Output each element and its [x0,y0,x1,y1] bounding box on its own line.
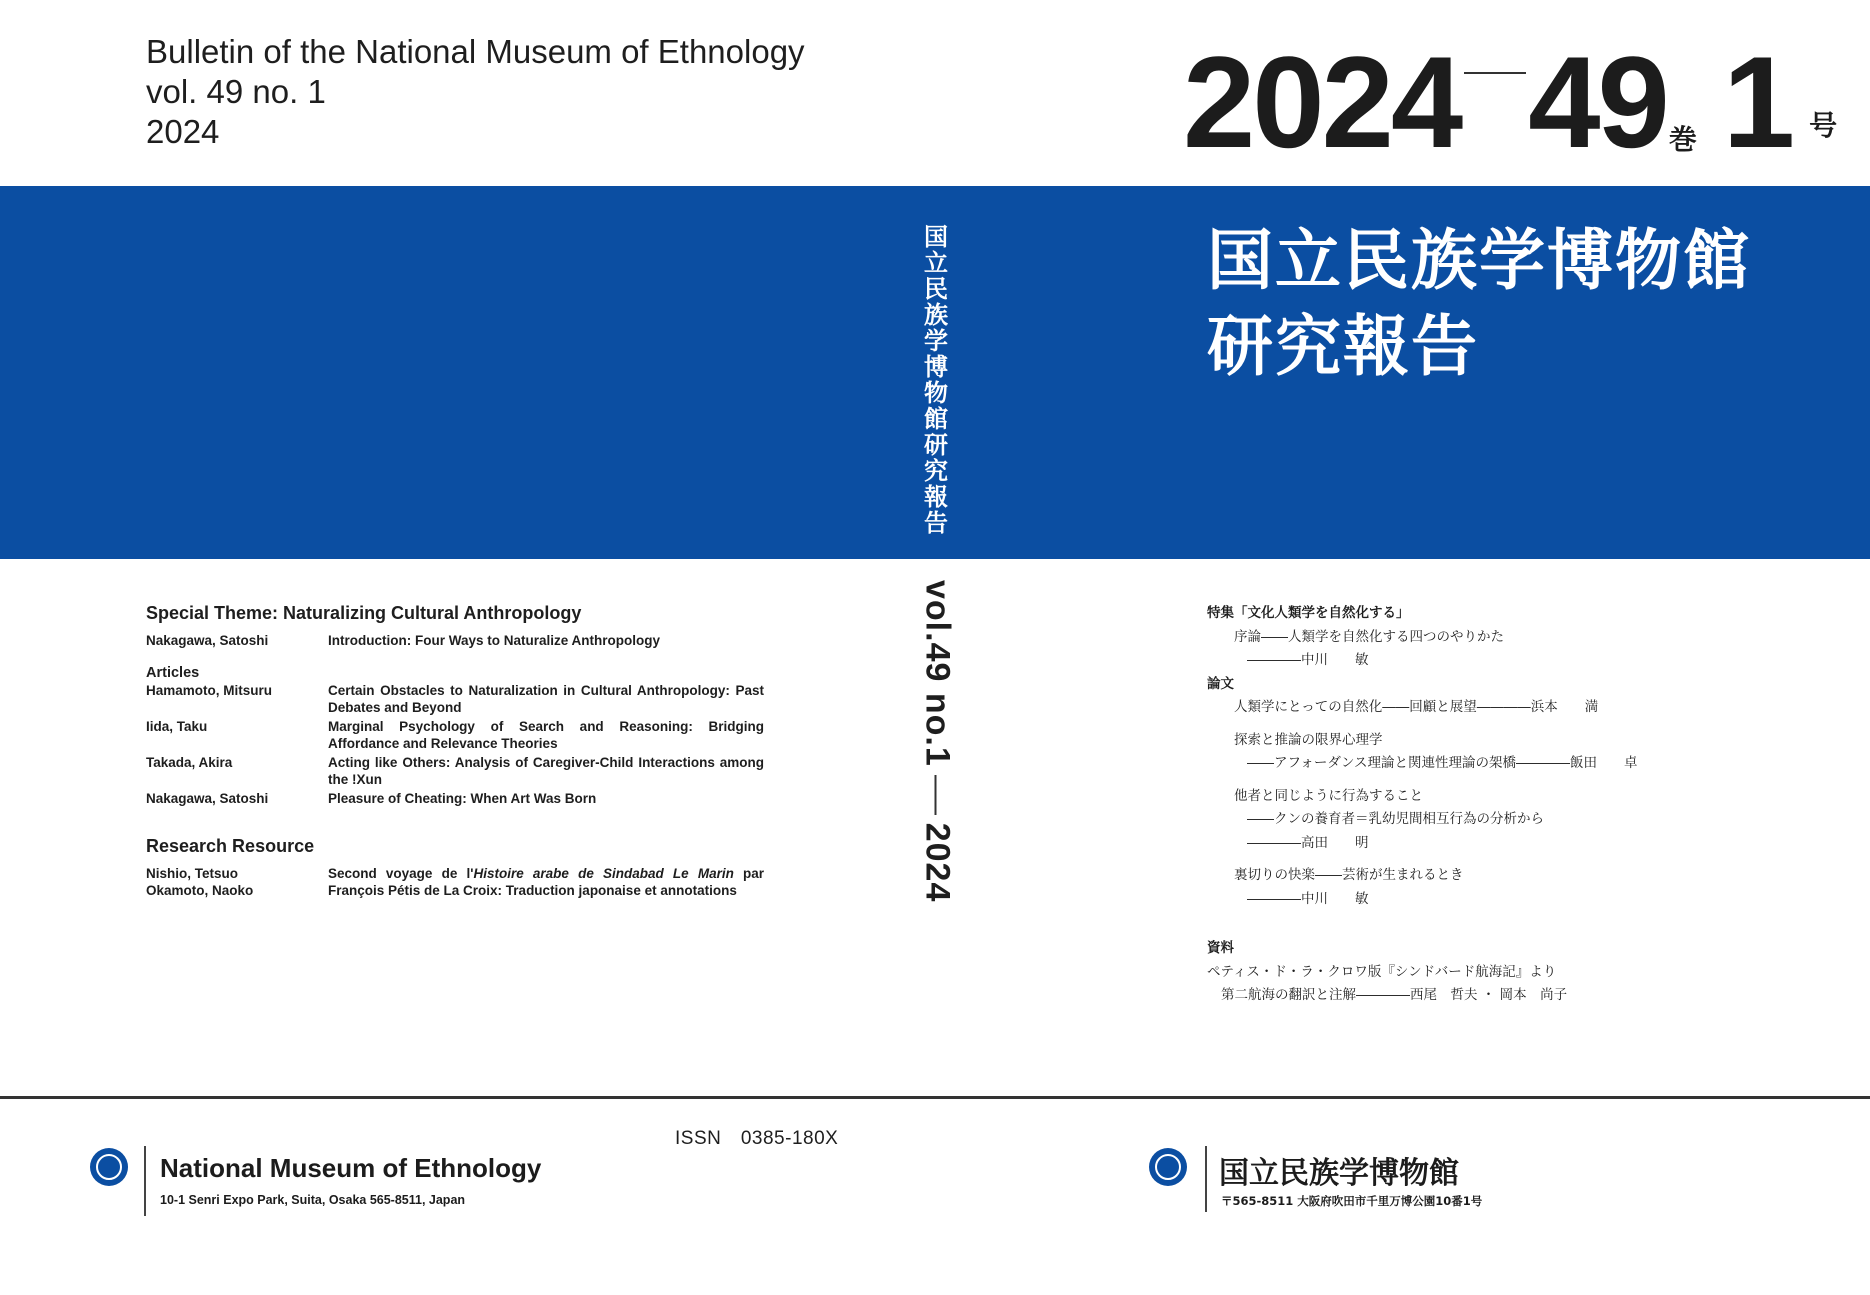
journal-title-jp-line1: 国立民族学博物館 [1207,222,1751,299]
footer-rule [0,1096,1870,1099]
special-author-jp: ――――中川 敏 [1247,652,1369,668]
spine-year: 2024 [918,822,957,903]
footer-divider [1205,1146,1207,1212]
article-jp-1: 人類学にとっての自然化――回顧と展望――――浜本 満 [1234,699,1599,715]
journal-title-jp [1207,218,1751,390]
resource-jp-sub: 第二航海の翻訳と注解――――西尾 哲夫 ・ 岡本 尚子 [1221,987,1568,1003]
journal-title-jp-line2: 研究報告 [1207,308,1479,385]
volume-issue-en: vol. 49 no. 1 [146,73,326,110]
spine-volume [902,580,972,903]
issn-number: ISSN 0385-180X [675,1128,839,1149]
articles-heading: Articles [146,665,200,681]
article-jp-4-author: ――――中川 敏 [1247,890,1369,907]
museum-logo-icon [90,1148,128,1186]
resource-jp-title: ペティス・ド・ラ・クロワ版『シンドバード航海記』より [1207,963,1557,980]
spine-dash [934,775,936,815]
special-theme-jp: 特集「文化人類学を自然化する」 [1207,605,1410,621]
museum-name-en: National Museum of Ethnology [160,1153,542,1183]
author: Nakagawa, Satoshi [146,633,269,648]
author: Nishio, Tetsuo [146,866,239,881]
article-jp-3-title: 他者と同じように行為すること [1234,787,1423,804]
article-jp-2-title: 探索と推論の限界心理学 [1234,731,1383,748]
museum-address-jp: 〒565-8511 大阪府吹田市千里万博公園10番1号 [1221,1194,1483,1208]
author: Okamoto, Naoko [146,883,254,898]
japanese-masthead-numbers [1183,29,1838,175]
article-title: Second voyage de l'Histoire arabe de Sindabad Le Marin par François Pétis de La Croix: Traduction japonaise et annotations [328,866,764,898]
article-title: Marginal Psychology of Search and Reasoning: Bridging Affordance and Relevance Theories [328,719,764,751]
article-title: Certain Obstacles to Naturalization in Cultural Anthropology: Past Debates and Beyond [328,683,764,715]
author: Iida, Taku [146,719,208,734]
contents-english [146,602,764,901]
article-jp-2-sub: ――アフォーダンス理論と関連性理論の架橋――――飯田 卓 [1247,755,1638,771]
year-large: 2024 [1183,29,1461,175]
authors [146,865,328,899]
volume-unit: 巻 [1668,124,1697,155]
resource-heading-jp: 資料 [1207,940,1234,956]
articles-heading-jp: 論文 [1207,675,1234,692]
article-title: Introduction: Four Ways to Naturalize Anthropology [328,633,660,648]
spine-volume-text [918,580,957,902]
contents-row [146,632,764,649]
italic-title: Histoire arabe de Sindabad Le Marin [473,866,734,881]
spine-vol: vol.49 no.1 [918,580,957,767]
issue-unit: 号 [1809,110,1838,141]
contents-row [146,865,764,899]
footer-divider [144,1146,146,1216]
author: Nakagawa, Satoshi [146,791,269,806]
contents-japanese [1207,602,1727,1008]
volume-large: 49 [1528,29,1667,175]
research-resource-heading: Research Resource [146,836,315,856]
issue-large: 1 [1722,29,1796,175]
article-title: Acting like Others: Analysis of Caregiver-Child Interactions among the !Xun [328,755,764,787]
author: Hamamoto, Mitsuru [146,683,273,698]
museum-name-jp: 国立民族学博物館 [1219,1156,1459,1191]
article-jp-4-title: 裏切りの快楽――芸術が生まれるとき [1234,867,1464,883]
year-dash [1464,72,1526,74]
article-title: Pleasure of Cheating: When Art Was Born [328,791,597,806]
museum-address-en: 10-1 Senri Expo Park, Suita, Osaka 565-8511, Japan [160,1193,466,1207]
museum-logo-icon [1149,1148,1187,1186]
contents-row [146,682,764,716]
contents-row [146,718,764,752]
bulletin-title-en: Bulletin of the National Museum of Ethnology [146,33,805,70]
contents-row [146,754,764,788]
special-item-jp: 序論――人類学を自然化する四つのやりかた [1234,628,1504,645]
article-jp-3-sub: ――クンの養育者＝乳幼児間相互行為の分析から [1247,811,1544,827]
year-en: 2024 [146,113,220,150]
article-jp-3-author: ――――高田 明 [1247,834,1369,851]
contents-row [146,790,764,807]
special-theme-heading: Special Theme: Naturalizing Cultural Anthropology [146,603,582,623]
spine-title: 国立民族学博物館研究報告 [924,223,948,537]
author: Takada, Akira [146,755,233,770]
english-masthead [146,32,805,152]
